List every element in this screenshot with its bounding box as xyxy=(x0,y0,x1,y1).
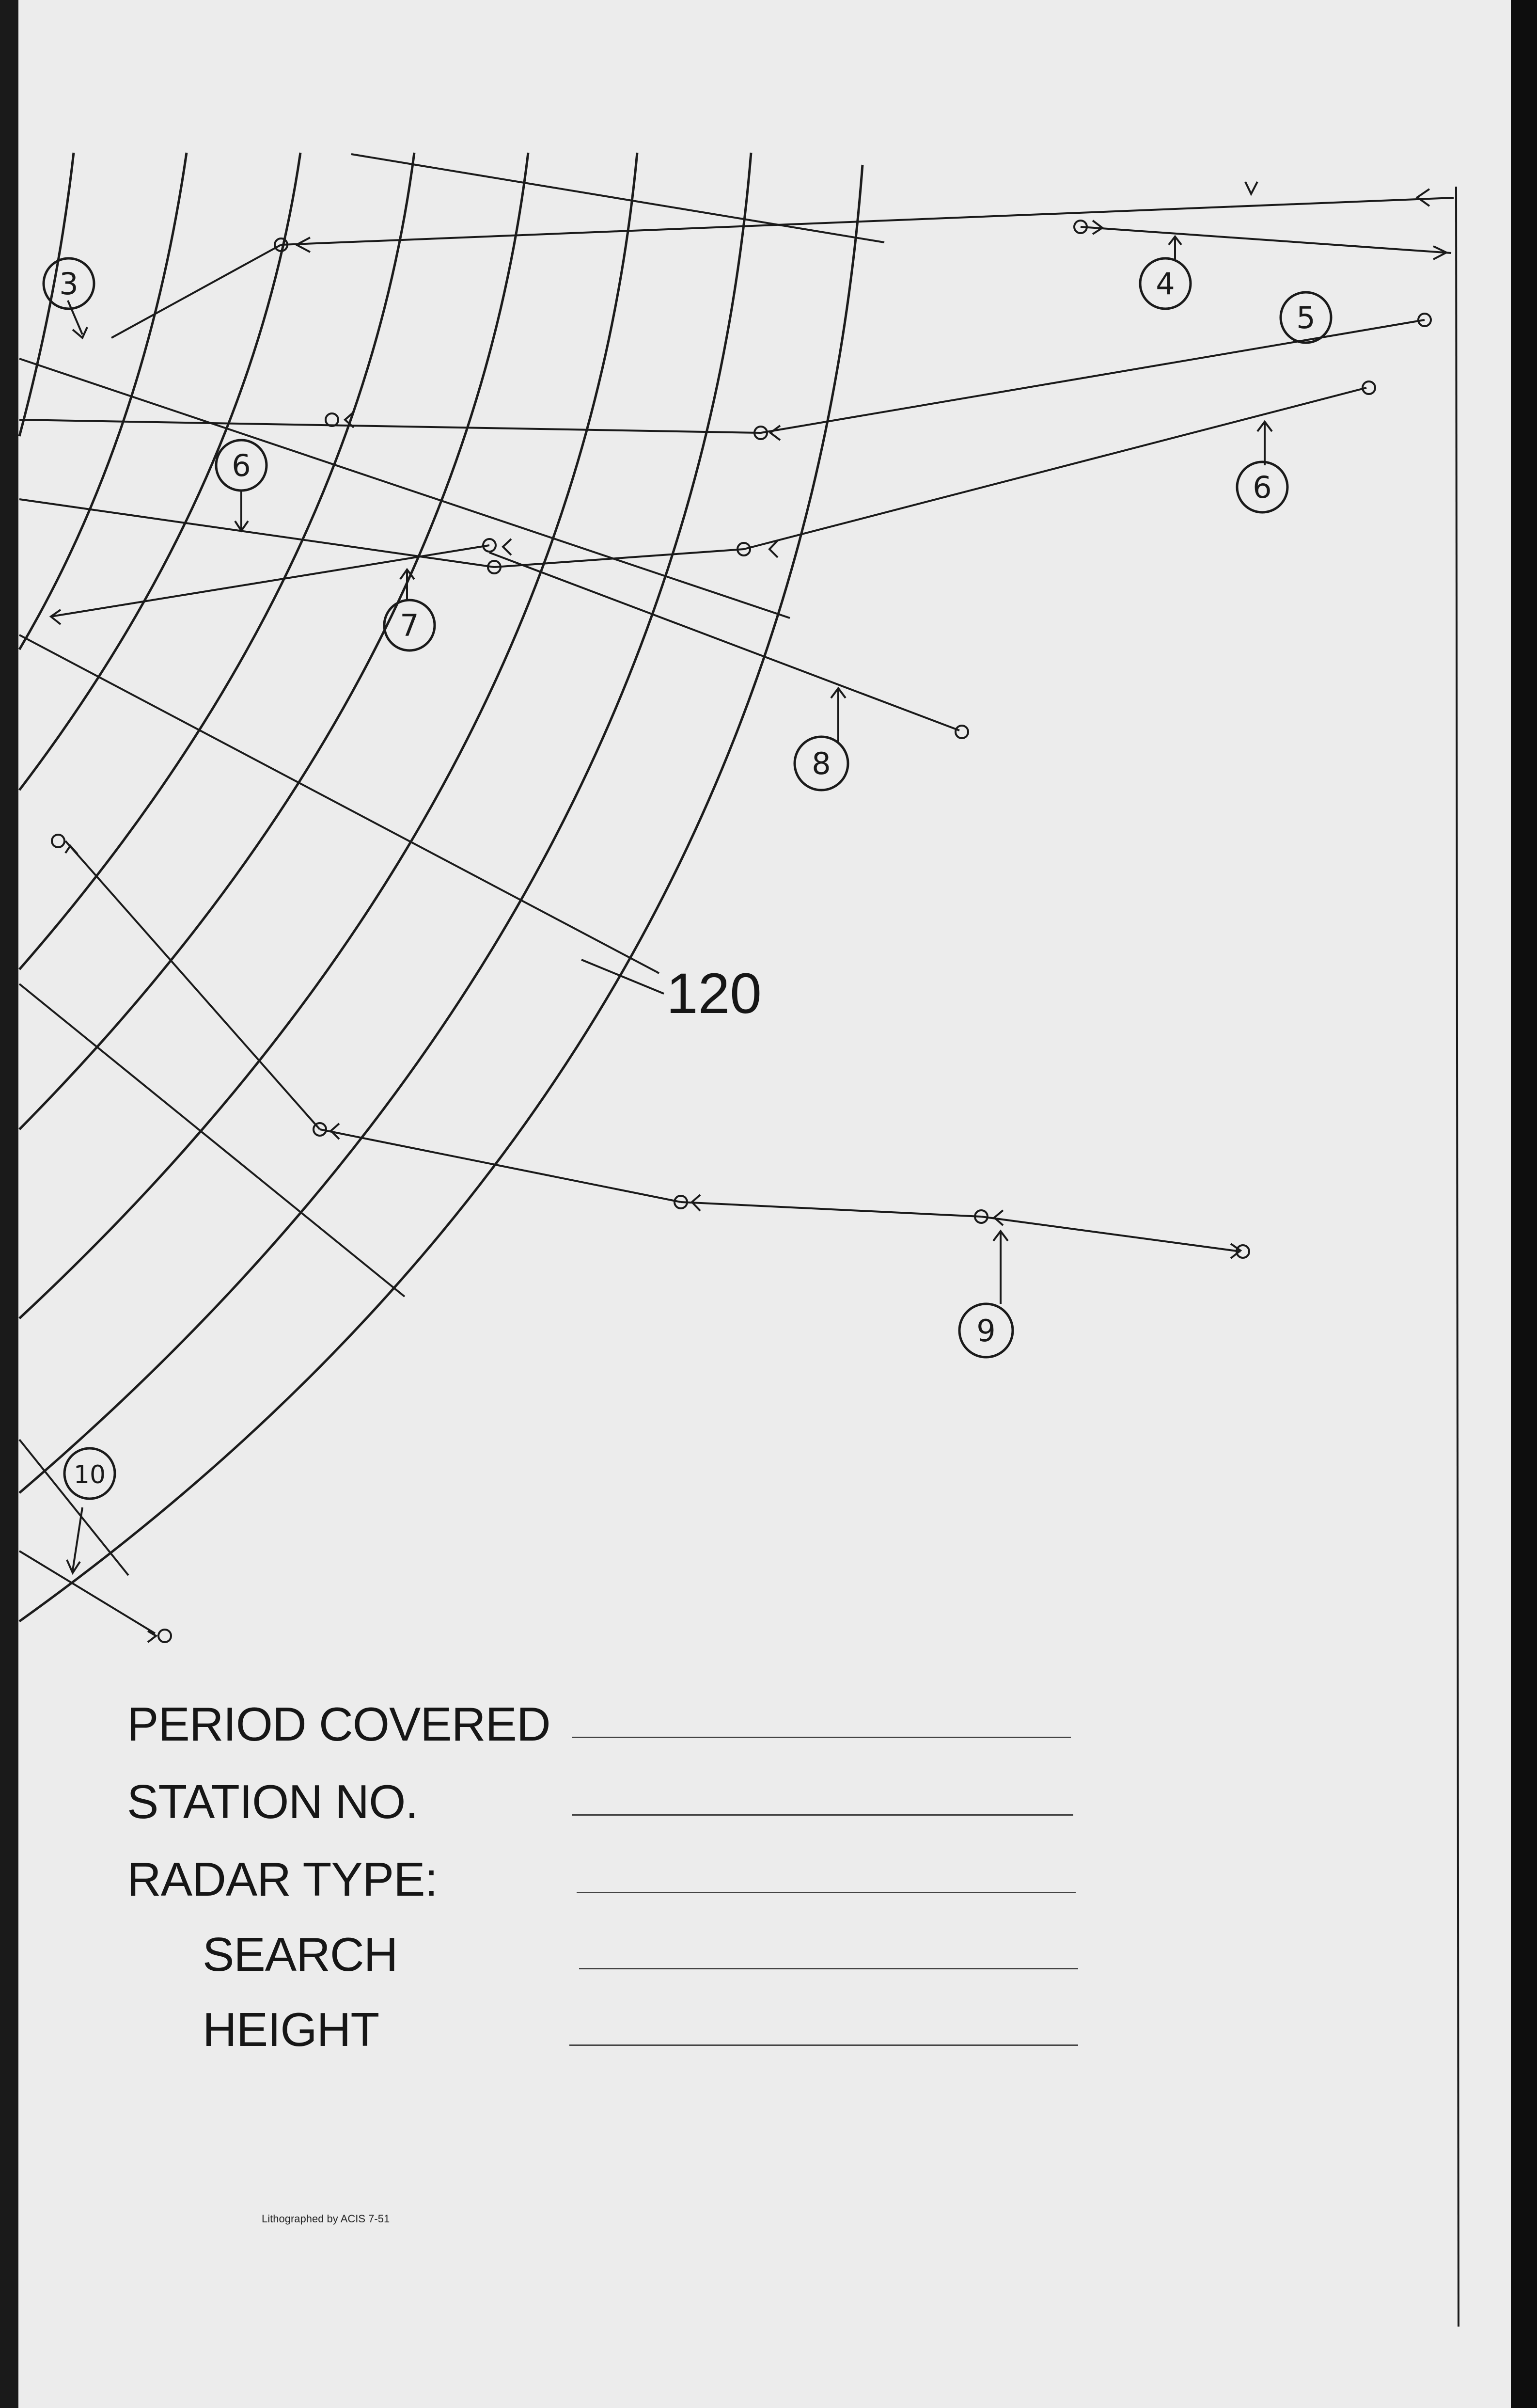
search-label: SEARCH xyxy=(203,1928,398,1981)
arrow-mark xyxy=(65,846,78,854)
station-no-field[interactable] xyxy=(572,1814,1073,1816)
track-9-line xyxy=(65,841,320,1129)
range-arcs xyxy=(19,153,863,1621)
track-markers xyxy=(52,221,1431,1642)
lithograph-note: Lithographed by ACIS 7-51 xyxy=(262,2213,390,2225)
height-field[interactable] xyxy=(569,2044,1078,2046)
track-label-7: 7 xyxy=(400,608,419,643)
arrow-mark xyxy=(331,1124,339,1139)
track-6b-line xyxy=(494,549,744,567)
azimuth-line xyxy=(19,359,790,618)
track-label-3: 3 xyxy=(59,266,78,301)
track-10-line xyxy=(19,1551,155,1633)
range-arc xyxy=(19,153,187,650)
right-edge-line xyxy=(1456,187,1459,2327)
track-8-line xyxy=(489,553,959,730)
track-5b-line xyxy=(761,320,1425,433)
arrow-mark xyxy=(1417,189,1429,206)
plot-point xyxy=(326,413,338,426)
track-3-line xyxy=(111,245,281,338)
range-arc xyxy=(19,153,414,969)
plot-point xyxy=(52,835,64,847)
arrow-mark xyxy=(51,610,61,624)
period-covered-label: PERIOD COVERED xyxy=(127,1697,550,1751)
range-label-120: 120 xyxy=(666,962,762,1026)
azimuth-line xyxy=(19,984,405,1297)
track-label-8: 8 xyxy=(812,746,831,781)
label-leaders xyxy=(67,237,1272,1573)
height-label: HEIGHT xyxy=(203,2003,379,2056)
range-arc xyxy=(19,153,300,790)
track-label-circles xyxy=(44,258,1331,1499)
track-5-line xyxy=(19,420,761,433)
leader-10 xyxy=(73,1507,82,1570)
range-arc xyxy=(19,153,751,1493)
station-no-label: STATION NO. xyxy=(127,1775,418,1828)
azimuth-lines xyxy=(19,154,884,1575)
direction-arrows xyxy=(51,182,1446,1642)
radar-type-label: RADAR TYPE: xyxy=(127,1853,438,1906)
search-field[interactable] xyxy=(579,1968,1078,1969)
arrow-mark xyxy=(994,1210,1003,1225)
azimuth-line xyxy=(19,635,657,972)
track-9c-line xyxy=(681,1202,981,1217)
radar-type-field[interactable] xyxy=(577,1892,1076,1893)
arrow-mark xyxy=(770,426,780,440)
azimuth-line xyxy=(351,154,884,242)
leader-120 xyxy=(581,960,664,994)
track-label-4: 4 xyxy=(1156,266,1175,301)
track-4-line xyxy=(1081,227,1451,253)
track-label-6b: 6 xyxy=(232,448,251,483)
arrow-mark xyxy=(503,539,511,555)
plot-point xyxy=(956,726,968,738)
track-4-top xyxy=(281,198,1454,245)
radial-120 xyxy=(657,972,659,973)
track-6c-line xyxy=(744,388,1366,549)
track-label-10: 10 xyxy=(73,1460,106,1489)
track-label-6: 6 xyxy=(1253,470,1272,505)
period-covered-field[interactable] xyxy=(572,1737,1071,1738)
track-9b-line xyxy=(320,1129,681,1202)
track-9d-line xyxy=(981,1217,1240,1252)
range-arc xyxy=(19,165,863,1621)
arrow-mark xyxy=(1245,182,1257,194)
track-label-9: 9 xyxy=(976,1313,996,1348)
range-arc xyxy=(19,153,528,1129)
track-label-5: 5 xyxy=(1296,300,1316,335)
plot-point xyxy=(158,1630,171,1642)
